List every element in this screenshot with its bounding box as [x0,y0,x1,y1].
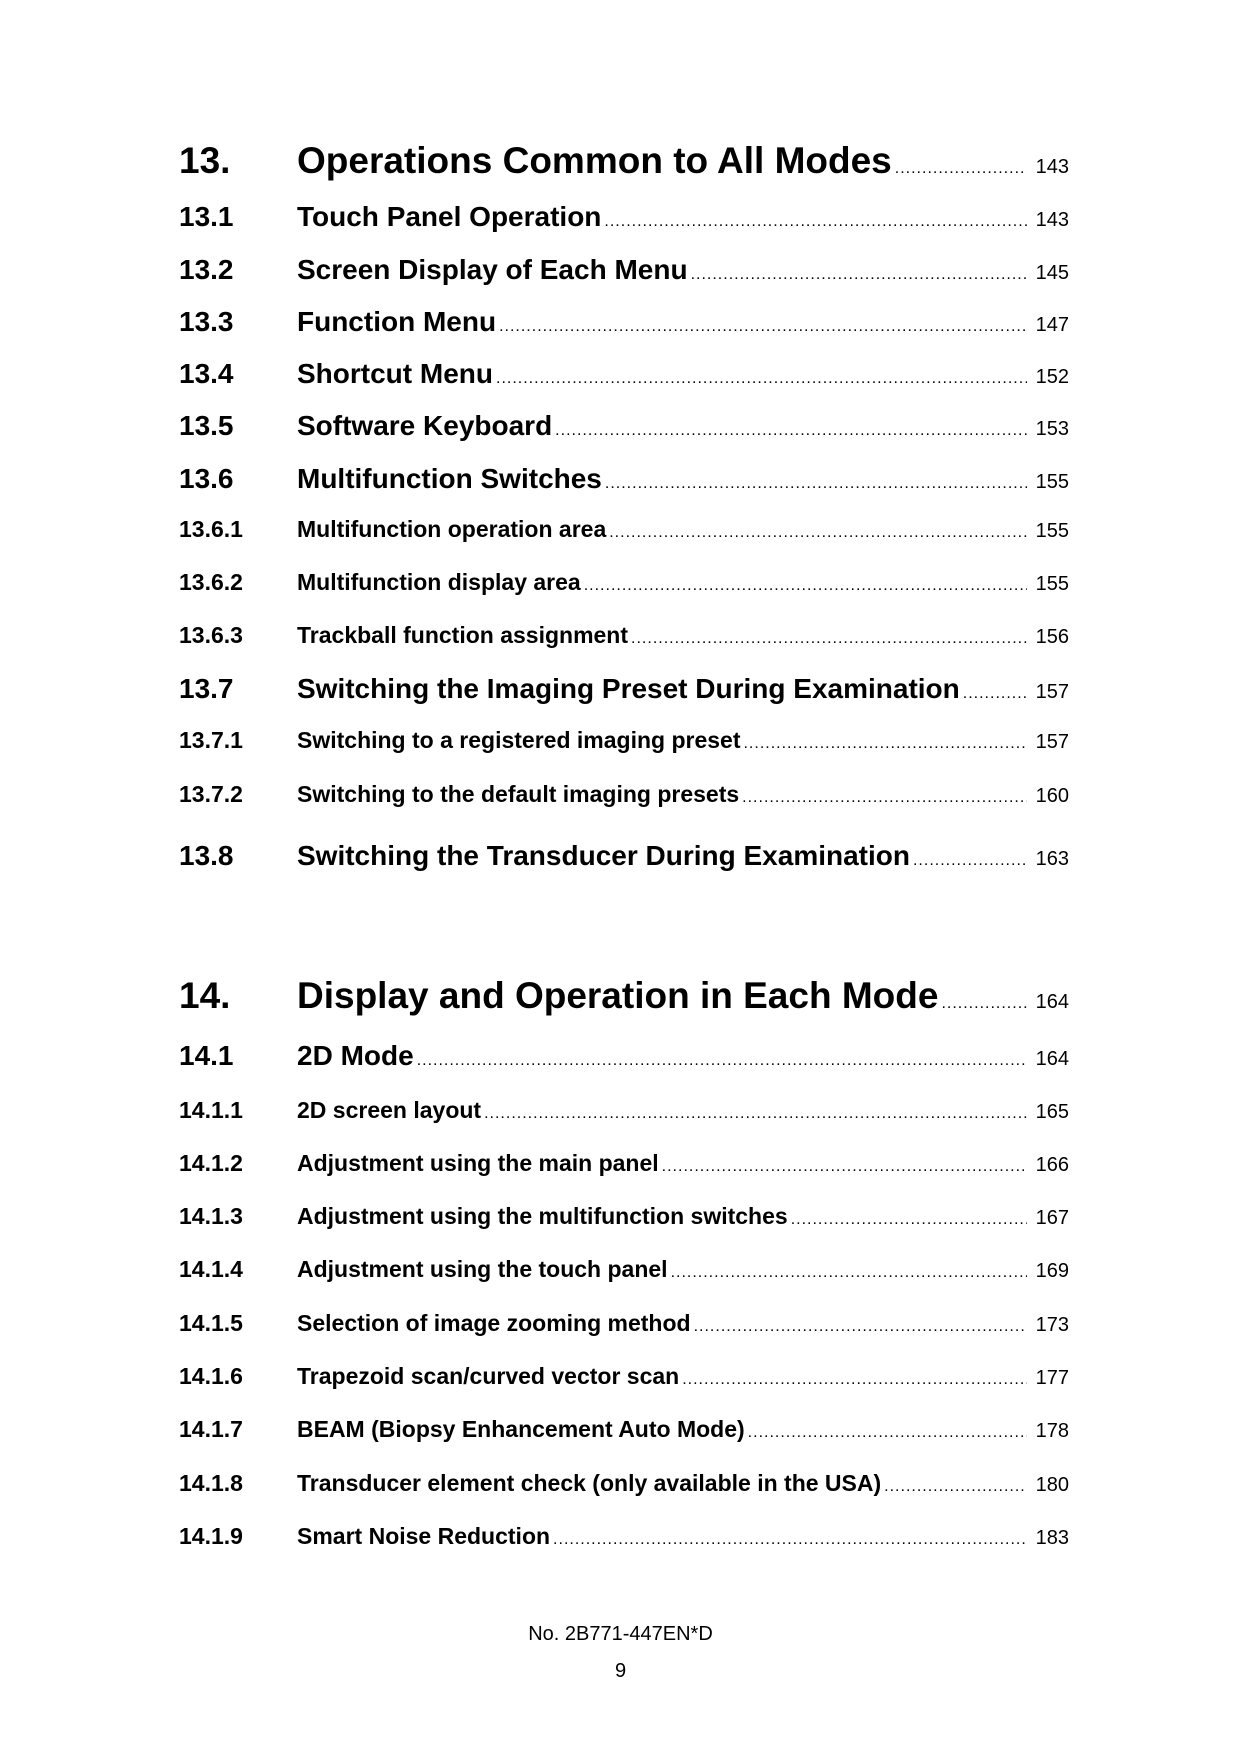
dot-leader [496,370,1027,388]
entry-title: 2D screen layout [297,1097,482,1123]
toc-entry[interactable] [179,1203,1069,1230]
entry-title: Switching to the default imaging presets [297,781,740,807]
entry-number: 13.8 [179,840,234,871]
dot-leader [682,1371,1027,1389]
entry-title: Operations Common to All Modes [297,140,892,181]
entry-title: Adjustment using the touch panel [297,1256,668,1282]
toc-entry[interactable] [179,1310,1069,1337]
entry-page: 167 [1035,1207,1069,1229]
entry-number: 14.1.8 [179,1470,243,1496]
dot-leader [748,1424,1027,1442]
dot-leader [791,1211,1027,1229]
entry-page: 180 [1035,1474,1069,1496]
toc-entry[interactable] [179,1416,1069,1443]
entry-page: 177 [1035,1367,1069,1389]
entry-page: 155 [1035,520,1069,542]
entry-number: 13.2 [179,254,234,285]
toc-entry[interactable] [179,306,1069,338]
dot-leader [605,475,1027,493]
entry-title: Software Keyboard [297,410,553,441]
entry-number: 13.7.2 [179,781,243,807]
dot-leader [584,577,1027,595]
entry-number: 14.1.2 [179,1150,243,1176]
entry-page: 157 [1035,681,1069,703]
entry-title: Switching the Imaging Preset During Examination [297,673,960,704]
entry-number: 14.1.1 [179,1097,243,1123]
entry-title: Multifunction display area [297,569,581,595]
entry-title: Touch Panel Operation [297,201,602,232]
toc-entry[interactable] [179,140,1069,182]
toc-entry[interactable] [179,673,1069,705]
entry-number: 14.1.5 [179,1310,243,1336]
dot-leader [963,685,1027,703]
page-number: 9 [614,1660,627,1682]
dot-leader [662,1158,1027,1176]
entry-number: 13.6.3 [179,622,243,648]
entry-title: Trackball function assignment [297,622,629,648]
entry-number: 14.1 [179,1040,234,1071]
dot-leader [499,318,1027,336]
entry-title: Multifunction operation area [297,516,607,542]
entry-number: 13.3 [179,306,234,337]
entry-number: 13.6.1 [179,516,243,542]
dot-leader [884,1478,1027,1496]
dot-leader [553,1531,1027,1549]
entry-page: 160 [1035,785,1069,807]
entry-page: 164 [1035,991,1069,1013]
dot-leader [671,1264,1027,1282]
dot-leader [694,1318,1027,1336]
entry-title: Adjustment using the multifunction switches [297,1203,788,1229]
toc-entry[interactable] [179,1363,1069,1390]
entry-title: Multifunction Switches [297,463,602,494]
entry-title: Adjustment using the main panel [297,1150,659,1176]
entry-title: Transducer element check (only available in the USA) [297,1470,882,1496]
entry-title: Function Menu [297,306,497,337]
entry-title: BEAM (Biopsy Enhancement Auto Mode) [297,1416,745,1442]
entry-title: Display and Operation in Each Mode [297,975,939,1016]
entry-page: 164 [1035,1048,1069,1070]
dot-leader [743,735,1027,753]
entry-number: 14.1.9 [179,1523,243,1549]
toc-entry[interactable] [179,201,1069,233]
entry-number: 13.4 [179,358,234,389]
entry-title: Screen Display of Each Menu [297,254,688,285]
entry-number: 14. [179,975,231,1016]
toc-entry[interactable] [179,358,1069,390]
toc-entry[interactable] [179,1097,1069,1124]
dot-leader [742,789,1027,807]
toc-entry[interactable] [179,1470,1069,1497]
toc-entry[interactable] [179,463,1069,495]
dot-leader [895,160,1027,178]
entry-page: 157 [1035,731,1069,753]
dot-leader [631,630,1027,648]
entry-number: 14.1.7 [179,1416,243,1442]
toc-entry[interactable] [179,975,1069,1017]
entry-title: 2D Mode [297,1040,414,1071]
document-number: No. 2B771-447EN*D [528,1623,713,1645]
entry-page: 166 [1035,1154,1069,1176]
entry-page: 165 [1035,1101,1069,1123]
dot-leader [604,213,1027,231]
entry-number: 13.5 [179,410,234,441]
entry-number: 14.1.4 [179,1256,243,1282]
entry-page: 155 [1035,471,1069,493]
entry-number: 13.6 [179,463,234,494]
entry-number: 14.1.6 [179,1363,243,1389]
dot-leader [941,995,1027,1013]
entry-page: 178 [1035,1420,1069,1442]
entry-page: 173 [1035,1314,1069,1336]
entry-title: Switching the Transducer During Examination [297,840,910,871]
toc-entry[interactable] [179,840,1069,872]
toc-entry[interactable] [179,1523,1069,1550]
toc-entry[interactable] [179,410,1069,442]
entry-title: Switching to a registered imaging preset [297,727,741,753]
dot-leader [484,1105,1027,1123]
entry-number: 13.1 [179,201,234,232]
toc-entry[interactable] [179,622,1069,649]
entry-page: 153 [1035,418,1069,440]
dot-leader [913,852,1027,870]
entry-number: 14.1.3 [179,1203,243,1229]
entry-title: Shortcut Menu [297,358,493,389]
toc-entry[interactable] [179,569,1069,596]
dot-leader [555,422,1027,440]
entry-page: 145 [1035,262,1069,284]
entry-title: Selection of image zooming method [297,1310,691,1336]
entry-number: 13.6.2 [179,569,243,595]
entry-page: 156 [1035,626,1069,648]
entry-page: 147 [1035,314,1069,336]
toc-entry[interactable] [179,1150,1069,1177]
entry-title: Smart Noise Reduction [297,1523,551,1549]
toc-entry[interactable] [179,1256,1069,1283]
entry-page: 152 [1035,366,1069,388]
entry-page: 155 [1035,573,1069,595]
entry-number: 13.7.1 [179,727,243,753]
entry-number: 13.7 [179,673,234,704]
entry-page: 169 [1035,1260,1069,1282]
entry-page: 143 [1035,156,1069,178]
toc-entry[interactable] [179,727,1069,754]
entry-page: 163 [1035,848,1069,870]
dot-leader [691,266,1027,284]
toc-entry[interactable] [179,254,1069,286]
dot-leader [417,1052,1027,1070]
dot-leader [609,524,1027,542]
entry-page: 143 [1035,209,1069,231]
entry-title: Trapezoid scan/curved vector scan [297,1363,680,1389]
toc-entry[interactable] [179,1040,1069,1072]
toc-entry[interactable] [179,516,1069,543]
entry-number: 13. [179,140,231,181]
entry-page: 183 [1035,1527,1069,1549]
toc-entry[interactable] [179,781,1069,808]
